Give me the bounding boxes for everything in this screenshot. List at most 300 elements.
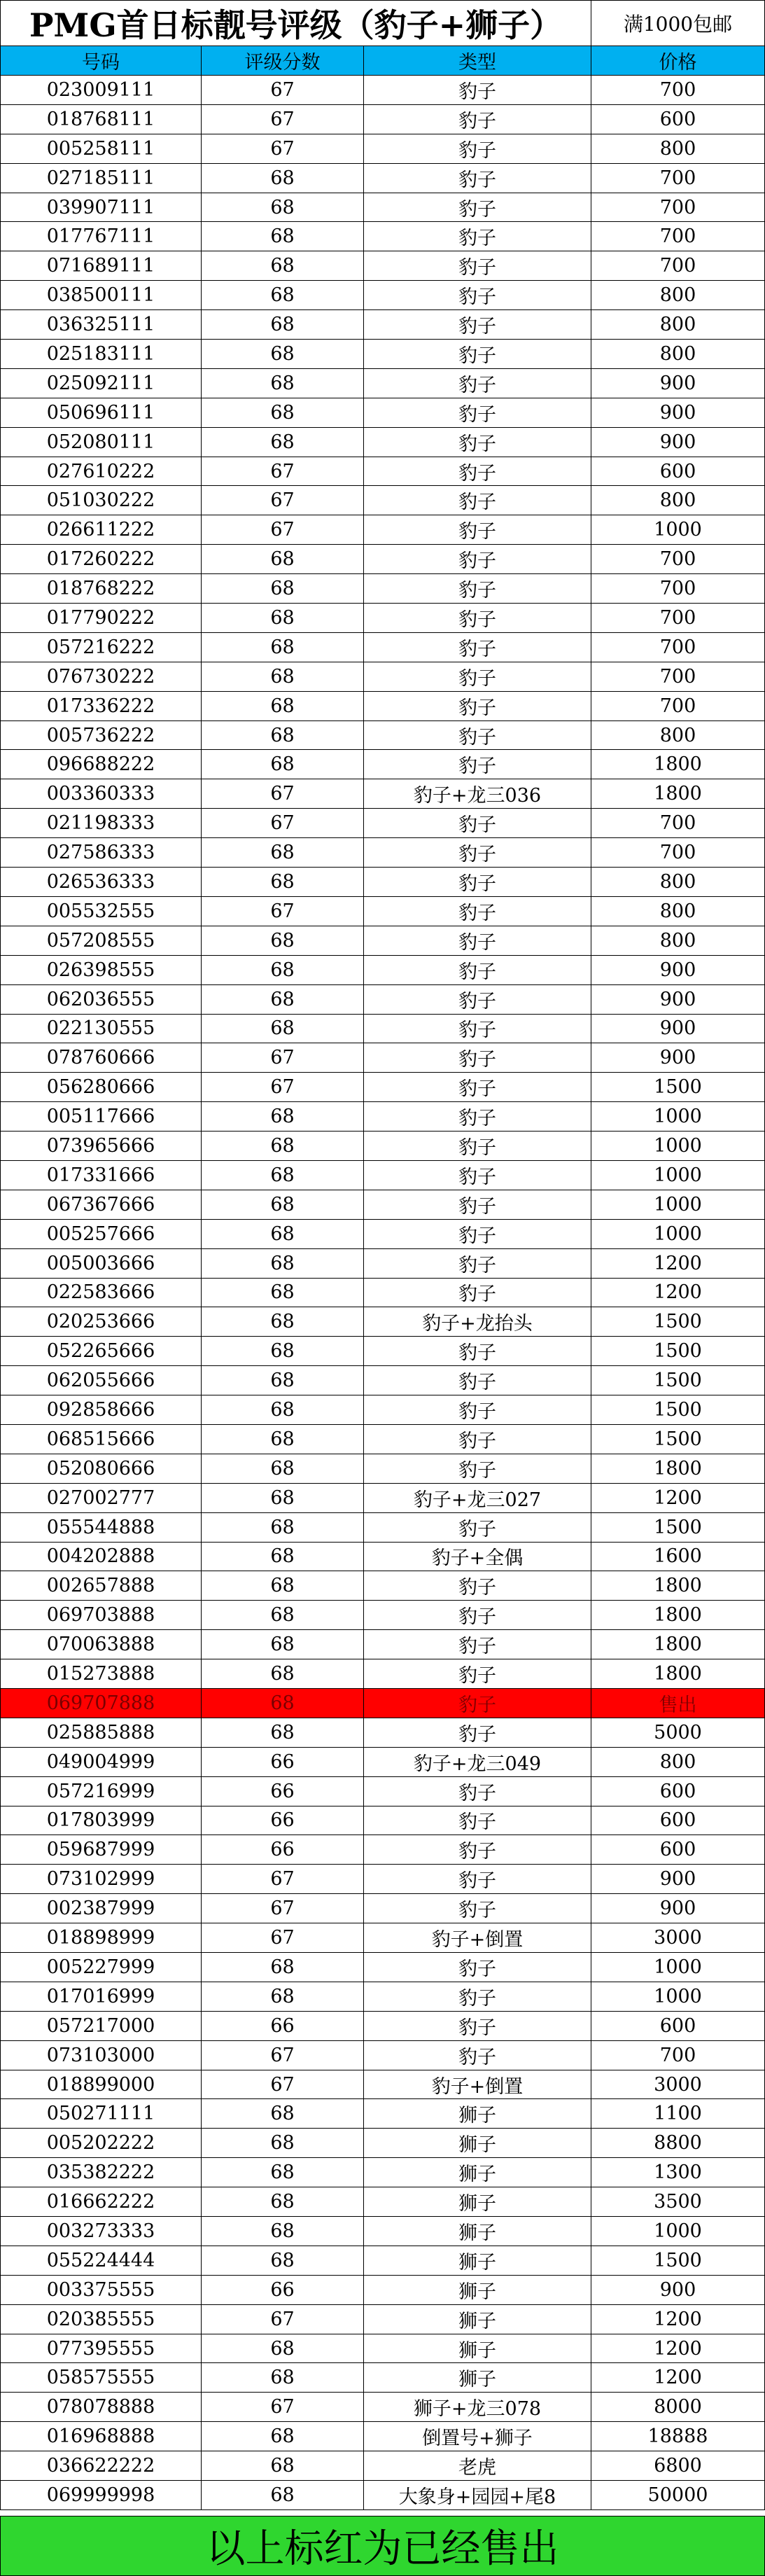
cell-type: 豹子: [364, 1718, 591, 1748]
cell-number: 005258111: [0, 134, 202, 164]
cell-type: 豹子: [364, 281, 591, 310]
table-row: [0, 2393, 765, 2422]
cell-score: 68: [202, 1337, 364, 1366]
table-row: [0, 926, 765, 956]
cell-type: 豹子: [364, 340, 591, 369]
cell-type: 豹子: [364, 1659, 591, 1689]
cell-number: 077395555: [0, 2334, 202, 2364]
cell-number: 027586333: [0, 838, 202, 868]
cell-number: 027002777: [0, 1484, 202, 1513]
cell-price: 1800: [591, 750, 765, 779]
cell-type: 豹子: [364, 193, 591, 223]
cell-type: 豹子: [364, 1571, 591, 1601]
table-row: [0, 956, 765, 985]
cell-type: 豹子: [364, 838, 591, 868]
cell-score: 68: [202, 2334, 364, 2364]
cell-number: 018768111: [0, 105, 202, 134]
cell-price: 1000: [591, 1190, 765, 1220]
cell-number: 096688222: [0, 750, 202, 779]
table-row: [0, 134, 765, 164]
cell-score: 68: [202, 1132, 364, 1161]
table-row: [0, 1894, 765, 1923]
cell-type: 豹子+全偶: [364, 1543, 591, 1572]
cell-score: 68: [202, 1249, 364, 1279]
cell-type: 豹子: [364, 1073, 591, 1102]
table-row: [0, 868, 765, 897]
table-row: [0, 1484, 765, 1513]
cell-price: 1000: [591, 2217, 765, 2246]
cell-price: 售出: [591, 1689, 765, 1718]
cell-score: 68: [202, 222, 364, 251]
cell-price: 800: [591, 868, 765, 897]
table-row: [0, 251, 765, 281]
cell-number: 005227999: [0, 1953, 202, 1982]
cell-number: 005532555: [0, 897, 202, 926]
table-row: [0, 633, 765, 662]
table-row: [0, 105, 765, 134]
cell-price: 700: [591, 222, 765, 251]
cell-type: 豹子: [364, 1777, 591, 1806]
cell-score: 67: [202, 105, 364, 134]
cell-number: 068515666: [0, 1425, 202, 1454]
cell-number: 050271111: [0, 2099, 202, 2129]
table-row: [0, 193, 765, 223]
table-row: [0, 1923, 765, 1953]
cell-type: 豹子: [364, 2012, 591, 2041]
cell-number: 017336222: [0, 692, 202, 721]
cell-type: 豹子: [364, 515, 591, 545]
table-row: [0, 897, 765, 926]
cell-score: 66: [202, 2276, 364, 2305]
cell-number: 016662222: [0, 2187, 202, 2217]
table-row: [0, 1337, 765, 1366]
table-row: [0, 281, 765, 310]
cell-score: 68: [202, 1571, 364, 1601]
cell-price: 600: [591, 105, 765, 134]
table-row: [0, 340, 765, 369]
cell-score: 68: [202, 2158, 364, 2187]
cell-type: 豹子: [364, 310, 591, 340]
cell-price: 700: [591, 193, 765, 223]
cell-score: 68: [202, 2129, 364, 2158]
cell-number: 036325111: [0, 310, 202, 340]
cell-type: 狮子+龙三078: [364, 2393, 591, 2422]
cell-score: 68: [202, 1601, 364, 1630]
cell-price: 1200: [591, 1484, 765, 1513]
cell-number: 062055666: [0, 1366, 202, 1395]
cell-number: 092858666: [0, 1395, 202, 1425]
cell-price: 1200: [591, 1279, 765, 1308]
table-row: [0, 1777, 765, 1806]
cell-type: 狮子: [364, 2129, 591, 2158]
table-row: [0, 721, 765, 751]
cell-score: 68: [202, 926, 364, 956]
cell-score: 67: [202, 515, 364, 545]
cell-score: 67: [202, 1043, 364, 1073]
cell-type: 豹子: [364, 105, 591, 134]
cell-type: 豹子: [364, 1337, 591, 1366]
table-row: [0, 457, 765, 487]
cell-score: 68: [202, 1015, 364, 1044]
cell-type: 豹子: [364, 662, 591, 692]
cell-number: 005003666: [0, 1249, 202, 1279]
cell-type: 豹子: [364, 428, 591, 457]
cell-price: 900: [591, 369, 765, 398]
cell-type: 豹子+龙抬头: [364, 1307, 591, 1337]
cell-type: 豹子: [364, 1689, 591, 1718]
table-body: [0, 76, 765, 2510]
cell-price: 1500: [591, 1366, 765, 1395]
cell-type: 豹子: [364, 868, 591, 897]
cell-score: 68: [202, 2099, 364, 2129]
cell-score: 68: [202, 2217, 364, 2246]
cell-price: 50000: [591, 2481, 765, 2510]
cell-number: 026536333: [0, 868, 202, 897]
cell-type: 狮子: [364, 2305, 591, 2334]
cell-number: 059687999: [0, 1835, 202, 1865]
cell-score: 68: [202, 1307, 364, 1337]
cell-score: 68: [202, 2246, 364, 2276]
cell-score: 68: [202, 2481, 364, 2510]
header-type: 类型: [364, 46, 591, 76]
header-price: 价格: [591, 46, 765, 76]
cell-price: 900: [591, 985, 765, 1015]
cell-price: 1200: [591, 2334, 765, 2364]
cell-score: 68: [202, 310, 364, 340]
cell-price: 1000: [591, 1132, 765, 1161]
cell-type: 豹子: [364, 457, 591, 487]
cell-price: 700: [591, 633, 765, 662]
cell-score: 68: [202, 1190, 364, 1220]
cell-score: 68: [202, 956, 364, 985]
cell-type: 豹子: [364, 222, 591, 251]
cell-type: 狮子: [364, 2246, 591, 2276]
cell-price: 700: [591, 164, 765, 193]
cell-type: 豹子: [364, 1190, 591, 1220]
cell-score: 68: [202, 721, 364, 751]
cell-price: 800: [591, 486, 765, 515]
cell-type: 豹子: [364, 1953, 591, 1982]
cell-score: 68: [202, 1454, 364, 1484]
cell-type: 豹子: [364, 1015, 591, 1044]
cell-type: 豹子: [364, 164, 591, 193]
page-title: PMG首日标靓号评级（豹子+狮子）: [0, 0, 591, 46]
cell-score: 68: [202, 1543, 364, 1572]
cell-type: 豹子: [364, 1395, 591, 1425]
cell-number: 020385555: [0, 2305, 202, 2334]
table-row: [0, 2422, 765, 2451]
cell-type: 豹子: [364, 1220, 591, 1249]
cell-number: 015273888: [0, 1659, 202, 1689]
table-row: [0, 1571, 765, 1601]
cell-type: 豹子: [364, 633, 591, 662]
cell-number: 057208555: [0, 926, 202, 956]
cell-score: 68: [202, 2187, 364, 2217]
cell-type: 倒置号+狮子: [364, 2422, 591, 2451]
cell-type: 豹子: [364, 76, 591, 105]
cell-price: 700: [591, 251, 765, 281]
cell-score: 68: [202, 398, 364, 428]
cell-number: 052265666: [0, 1337, 202, 1366]
table-row: [0, 1132, 765, 1161]
cell-type: 狮子: [364, 2334, 591, 2364]
cell-type: 豹子: [364, 1806, 591, 1836]
cell-score: 68: [202, 838, 364, 868]
cell-type: 豹子: [364, 604, 591, 633]
cell-price: 800: [591, 1748, 765, 1777]
cell-type: 狮子: [364, 2158, 591, 2187]
cell-price: 900: [591, 1865, 765, 1894]
cell-number: 070063888: [0, 1630, 202, 1659]
cell-price: 1000: [591, 1982, 765, 2012]
cell-score: 67: [202, 76, 364, 105]
table-row: [0, 2158, 765, 2187]
cell-number: 025092111: [0, 369, 202, 398]
cell-price: 6800: [591, 2451, 765, 2481]
table-row: [0, 1249, 765, 1279]
cell-type: 豹子: [364, 721, 591, 751]
cell-price: 1800: [591, 1630, 765, 1659]
cell-price: 900: [591, 2276, 765, 2305]
table-row: [0, 1220, 765, 1249]
cell-type: 豹子+倒置: [364, 2070, 591, 2100]
cell-type: 豹子: [364, 1425, 591, 1454]
cell-number: 039907111: [0, 193, 202, 223]
cell-price: 600: [591, 2012, 765, 2041]
table-row: [0, 1513, 765, 1543]
table-row: [0, 662, 765, 692]
cell-number: 057216999: [0, 1777, 202, 1806]
cell-number: 003360333: [0, 779, 202, 809]
cell-number: 073102999: [0, 1865, 202, 1894]
cell-type: 豹子: [364, 1454, 591, 1484]
table-row: [0, 369, 765, 398]
table-row: [0, 985, 765, 1015]
cell-number: 018768222: [0, 574, 202, 604]
cell-number: 038500111: [0, 281, 202, 310]
cell-type: 豹子: [364, 1043, 591, 1073]
cell-number: 069999998: [0, 2481, 202, 2510]
cell-price: 800: [591, 281, 765, 310]
table-row: [0, 1835, 765, 1865]
cell-price: 1200: [591, 2305, 765, 2334]
cell-number: 058575555: [0, 2363, 202, 2393]
cell-number: 025885888: [0, 1718, 202, 1748]
cell-number: 027610222: [0, 457, 202, 487]
cell-price: 700: [591, 662, 765, 692]
cell-price: 700: [591, 692, 765, 721]
table-row: [0, 76, 765, 105]
cell-score: 68: [202, 1630, 364, 1659]
cell-price: 1000: [591, 515, 765, 545]
cell-number: 069707888: [0, 1689, 202, 1718]
cell-number: 017790222: [0, 604, 202, 633]
cell-price: 1500: [591, 1425, 765, 1454]
cell-type: 狮子: [364, 2276, 591, 2305]
table-row: [0, 1395, 765, 1425]
cell-score: 68: [202, 662, 364, 692]
cell-type: 豹子: [364, 1132, 591, 1161]
table-row: [0, 1659, 765, 1689]
table-row: [0, 1279, 765, 1308]
cell-type: 豹子: [364, 251, 591, 281]
cell-price: 900: [591, 1043, 765, 1073]
cell-price: 8800: [591, 2129, 765, 2158]
cell-number: 005736222: [0, 721, 202, 751]
cell-score: 68: [202, 193, 364, 223]
cell-score: 67: [202, 486, 364, 515]
table-row: [0, 164, 765, 193]
table-row: [0, 2187, 765, 2217]
cell-score: 67: [202, 2041, 364, 2070]
cell-score: 67: [202, 457, 364, 487]
cell-type: 老虎: [364, 2451, 591, 2481]
cell-score: 68: [202, 1718, 364, 1748]
cell-type: 豹子: [364, 1102, 591, 1132]
cell-type: 豹子: [364, 2041, 591, 2070]
cell-price: 800: [591, 721, 765, 751]
table-row: [0, 2334, 765, 2364]
cell-score: 68: [202, 1366, 364, 1395]
cell-score: 67: [202, 2070, 364, 2100]
cell-number: 073103000: [0, 2041, 202, 2070]
table-header: [0, 46, 765, 76]
cell-price: 1500: [591, 1395, 765, 1425]
cell-price: 900: [591, 1015, 765, 1044]
cell-number: 021198333: [0, 809, 202, 838]
table-row: [0, 1865, 765, 1894]
cell-type: 大象身+园园+尾8: [364, 2481, 591, 2510]
cell-price: 1500: [591, 1307, 765, 1337]
table-row: [0, 2363, 765, 2393]
table-row: [0, 2012, 765, 2041]
cell-number: 026398555: [0, 956, 202, 985]
cell-number: 016968888: [0, 2422, 202, 2451]
cell-type: 豹子: [364, 926, 591, 956]
cell-score: 68: [202, 750, 364, 779]
cell-score: 68: [202, 369, 364, 398]
cell-type: 豹子: [364, 1865, 591, 1894]
table-row: [0, 1043, 765, 1073]
cell-number: 002657888: [0, 1571, 202, 1601]
cell-type: 豹子: [364, 692, 591, 721]
cell-price: 5000: [591, 1718, 765, 1748]
cell-score: 67: [202, 1923, 364, 1953]
cell-number: 049004999: [0, 1748, 202, 1777]
table-row: [0, 1190, 765, 1220]
cell-price: 700: [591, 574, 765, 604]
cell-price: 700: [591, 809, 765, 838]
table-row: [0, 2246, 765, 2276]
table-row: [0, 2070, 765, 2100]
table-row: [0, 2129, 765, 2158]
table-row: [0, 692, 765, 721]
table-row: [0, 1543, 765, 1572]
cell-price: 1800: [591, 1571, 765, 1601]
table-row: [0, 1806, 765, 1836]
cell-type: 狮子: [364, 2363, 591, 2393]
cell-score: 68: [202, 2363, 364, 2393]
cell-price: 900: [591, 398, 765, 428]
cell-score: 68: [202, 340, 364, 369]
cell-score: 68: [202, 545, 364, 574]
cell-price: 1500: [591, 1513, 765, 1543]
cell-score: 67: [202, 134, 364, 164]
cell-number: 050696111: [0, 398, 202, 428]
cell-number: 005257666: [0, 1220, 202, 1249]
cell-price: 900: [591, 956, 765, 985]
table-row: [0, 838, 765, 868]
table-row: [0, 809, 765, 838]
title-row: [0, 0, 765, 46]
cell-type: 豹子: [364, 1601, 591, 1630]
cell-number: 003375555: [0, 2276, 202, 2305]
cell-price: 700: [591, 604, 765, 633]
table-row: [0, 2099, 765, 2129]
table-row: [0, 398, 765, 428]
cell-type: 豹子: [364, 750, 591, 779]
shipping-note: 满1000包邮: [591, 0, 765, 46]
cell-price: 3000: [591, 2070, 765, 2100]
table-row: [0, 1425, 765, 1454]
table-row: [0, 486, 765, 515]
cell-number: 022583666: [0, 1279, 202, 1308]
cell-type: 豹子: [364, 369, 591, 398]
sold-note: 以上标红为已经售出: [0, 2516, 765, 2576]
cell-number: 017016999: [0, 1982, 202, 2012]
cell-price: 700: [591, 545, 765, 574]
cell-price: 1000: [591, 1102, 765, 1132]
cell-price: 600: [591, 457, 765, 487]
cell-score: 66: [202, 1777, 364, 1806]
cell-type: 豹子: [364, 134, 591, 164]
cell-price: 900: [591, 428, 765, 457]
cell-score: 68: [202, 1102, 364, 1132]
cell-score: 68: [202, 574, 364, 604]
table-row: [0, 1015, 765, 1044]
cell-score: 68: [202, 1161, 364, 1190]
cell-score: 68: [202, 1484, 364, 1513]
cell-score: 68: [202, 1279, 364, 1308]
cell-type: 豹子: [364, 486, 591, 515]
cell-type: 豹子+龙三036: [364, 779, 591, 809]
cell-price: 900: [591, 1894, 765, 1923]
cell-type: 豹子: [364, 1366, 591, 1395]
header-score: 评级分数: [202, 46, 364, 76]
cell-number: 078078888: [0, 2393, 202, 2422]
cell-number: 036622222: [0, 2451, 202, 2481]
cell-price: 3000: [591, 1923, 765, 1953]
cell-score: 67: [202, 809, 364, 838]
table-row: [0, 428, 765, 457]
table-row: [0, 2451, 765, 2481]
cell-number: 002387999: [0, 1894, 202, 1923]
cell-price: 800: [591, 134, 765, 164]
table-row: [0, 1601, 765, 1630]
cell-price: 700: [591, 2041, 765, 2070]
cell-number: 055224444: [0, 2246, 202, 2276]
table-row: [0, 1630, 765, 1659]
cell-type: 豹子+龙三049: [364, 1748, 591, 1777]
cell-type: 豹子: [364, 1161, 591, 1190]
cell-score: 68: [202, 1220, 364, 1249]
cell-price: 600: [591, 1806, 765, 1836]
cell-price: 3500: [591, 2187, 765, 2217]
cell-number: 027185111: [0, 164, 202, 193]
cell-number: 018899000: [0, 2070, 202, 2100]
cell-number: 020253666: [0, 1307, 202, 1337]
table-row: [0, 2041, 765, 2070]
